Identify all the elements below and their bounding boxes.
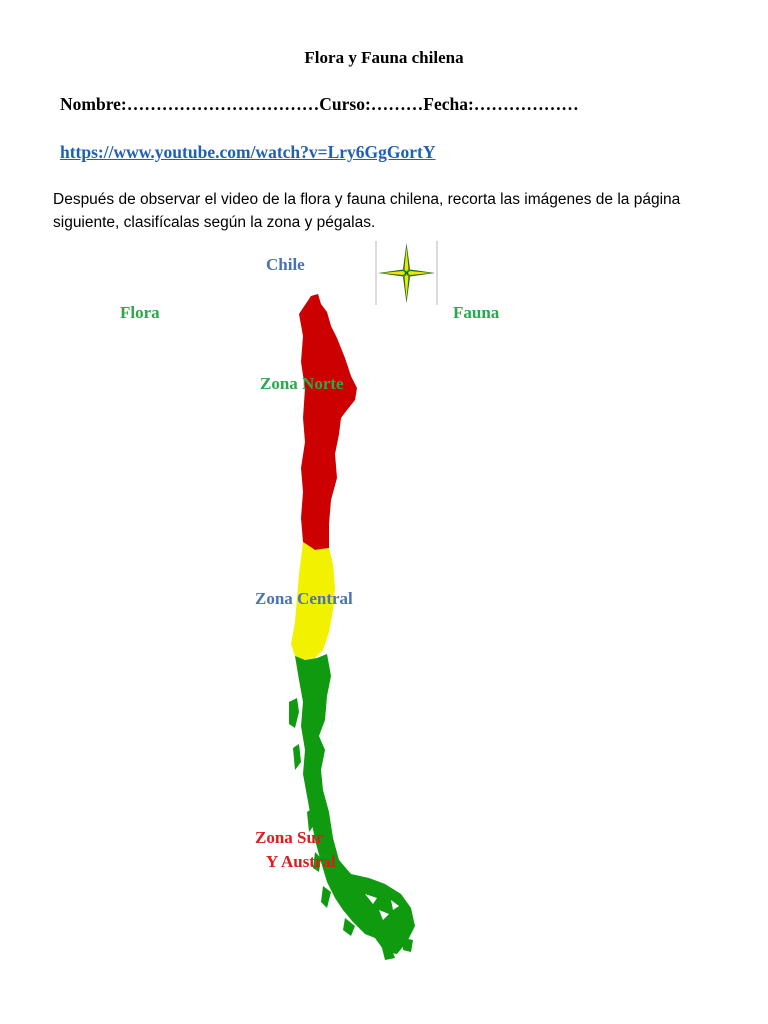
instructions-text: Después de observar el video de la flora y fauna chilena, recorta las imágenes de la página siguiente, clasifícalas según la zona y pégalas. <box>53 191 681 231</box>
chile-label: Chile <box>266 255 305 274</box>
zona-sur-label-line2: Y Austral <box>266 852 336 871</box>
compass-rose-icon <box>375 241 438 305</box>
student-fields-line: Nombre:……………………………Curso:………Fecha:……………… <box>60 94 579 114</box>
zone-sur-region <box>295 654 415 954</box>
page-title: Flora y Fauna chilena <box>304 48 464 67</box>
zone-norte-region <box>299 294 357 550</box>
fauna-label: Fauna <box>453 303 500 322</box>
zona-norte-label: Zona Norte <box>260 374 344 393</box>
zona-central-label: Zona Central <box>255 589 353 608</box>
youtube-video-link[interactable]: https://www.youtube.com/watch?v=Lry6GgGortY <box>60 142 436 162</box>
zona-sur-label-line1: Zona Sur <box>255 828 324 847</box>
flora-label: Flora <box>120 303 160 322</box>
zona-sur-label <box>255 826 336 874</box>
